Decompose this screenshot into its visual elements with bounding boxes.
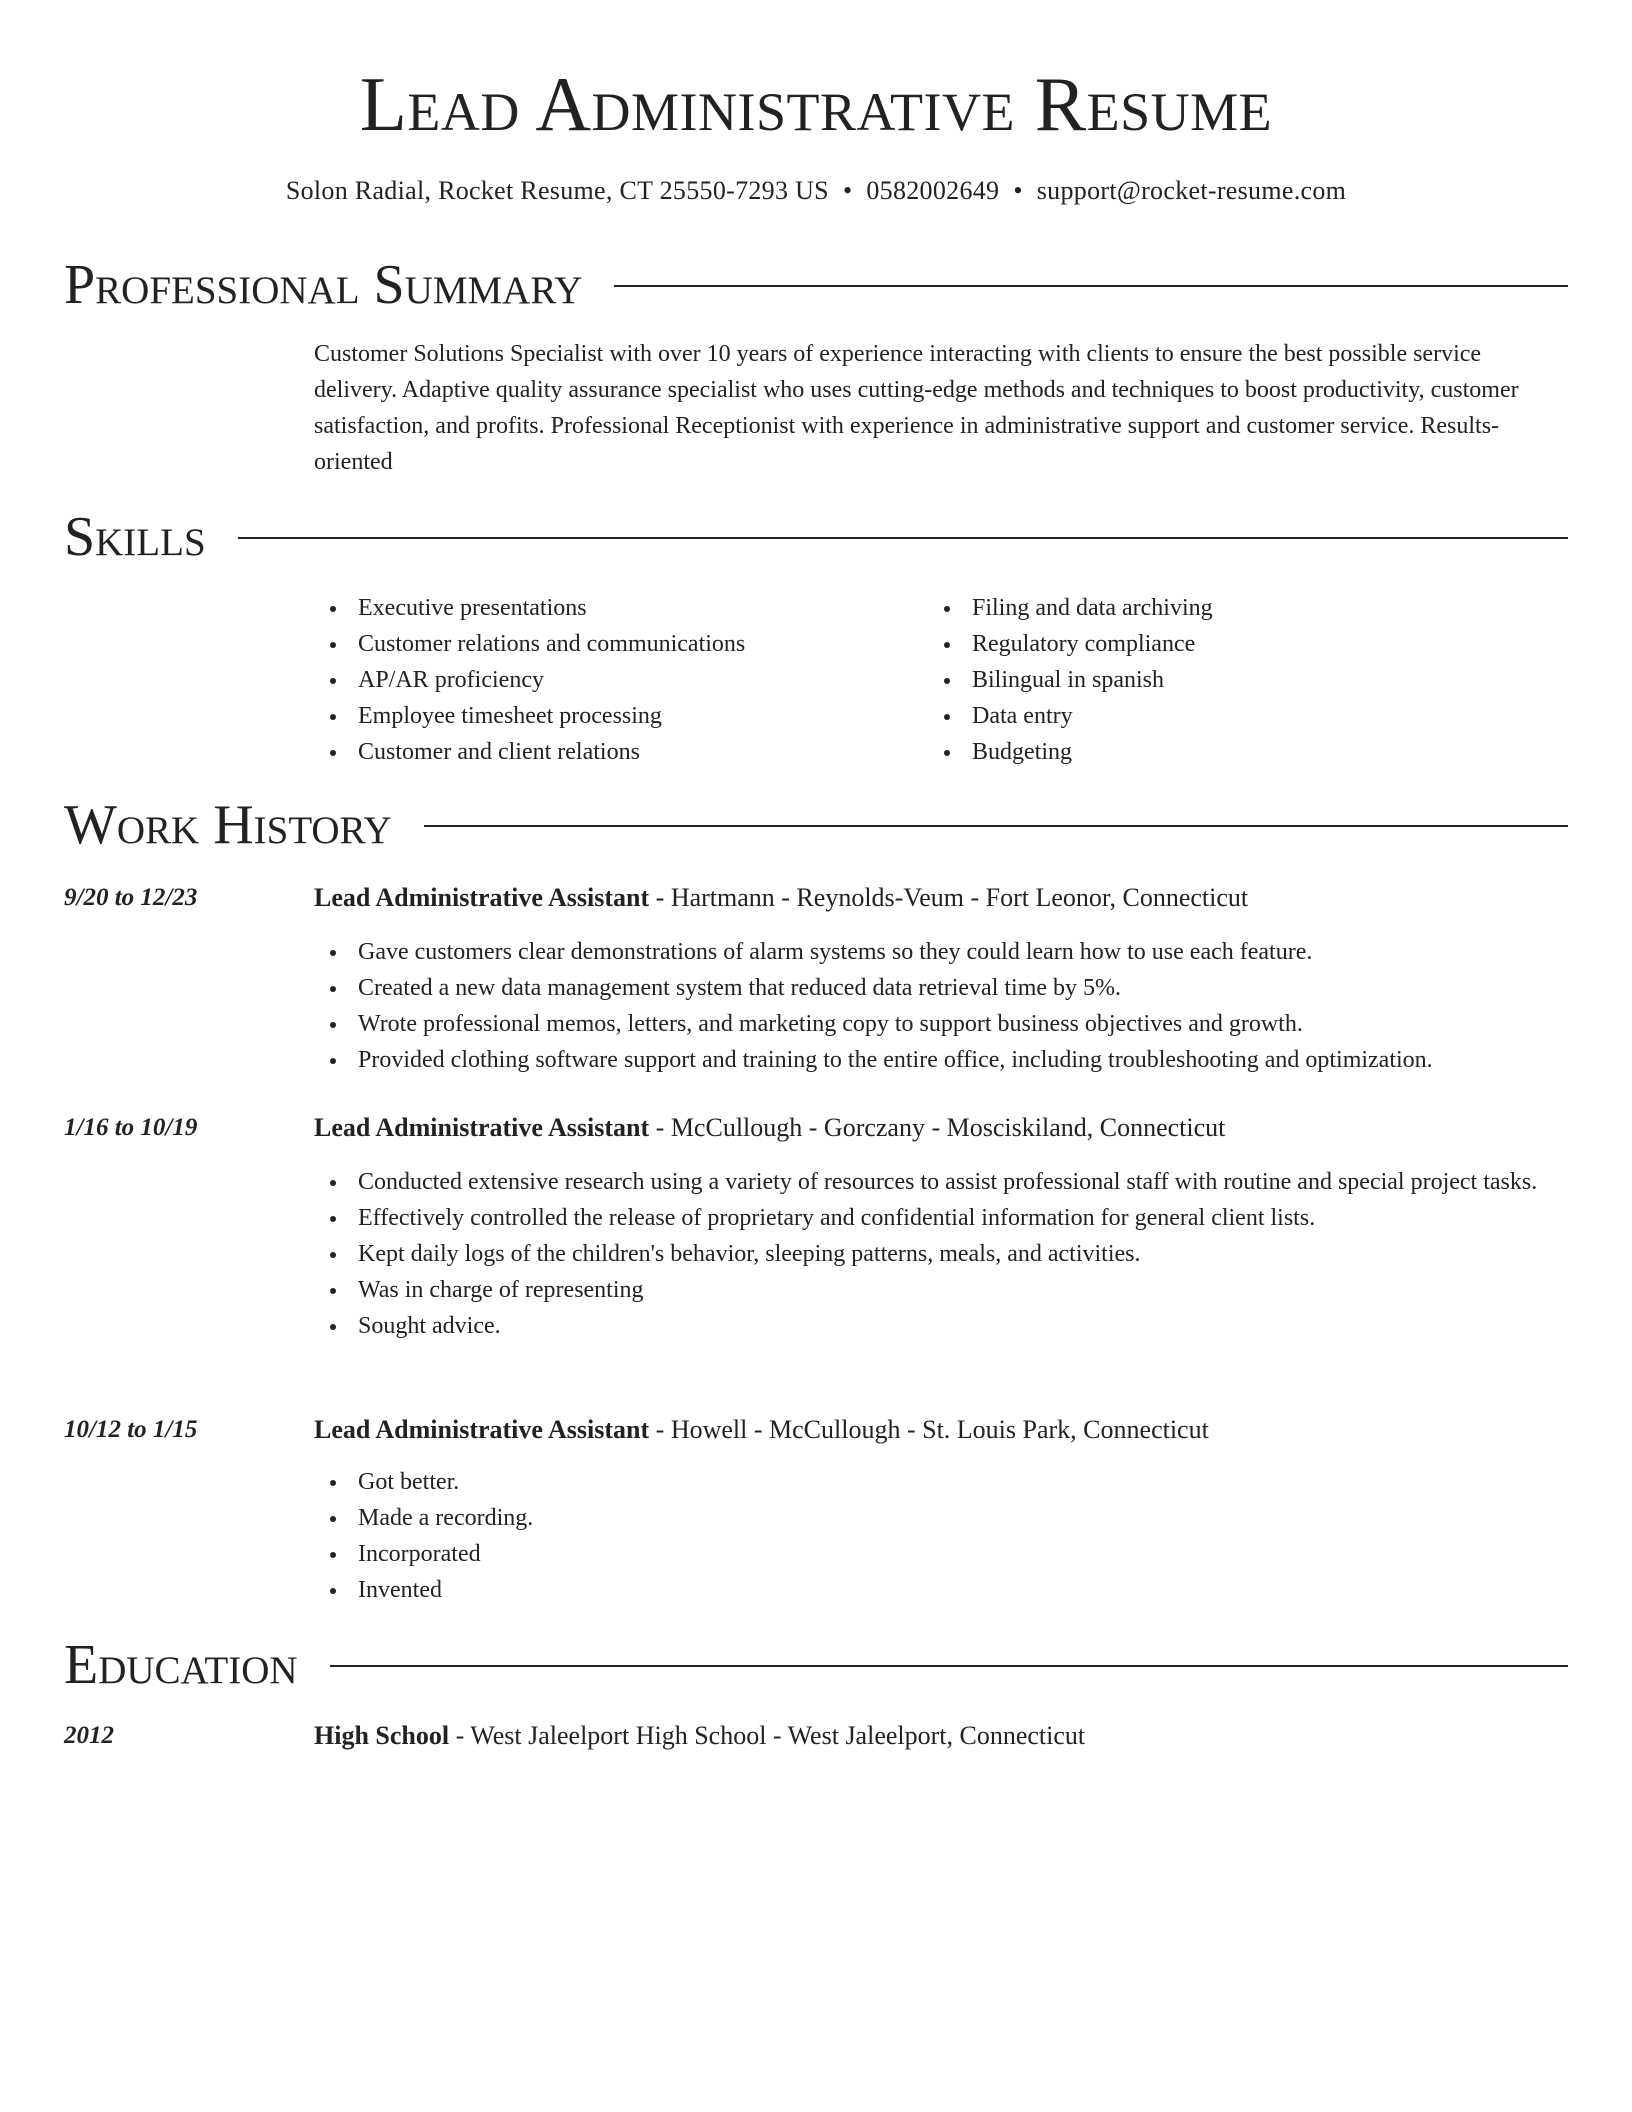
work-role: Lead Administrative Assistant <box>314 1415 650 1444</box>
education-heading <box>314 1718 1568 1754</box>
education-section-title: Education <box>64 1634 298 1696</box>
work-section-title: Work History <box>64 794 392 856</box>
education-degree: High School <box>314 1721 450 1750</box>
work-bullet: Made a recording. <box>314 1500 1568 1536</box>
skills-section-header <box>64 502 1568 572</box>
skill-item: Regulatory compliance <box>928 626 1528 662</box>
skills-list-right <box>928 590 1528 770</box>
work-employer: - McCullough - Gorczany - Mosciskiland, Connecticut <box>649 1113 1226 1142</box>
work-section-header <box>64 790 1568 860</box>
skill-item: Budgeting <box>928 734 1528 770</box>
work-bullets <box>314 934 1568 1078</box>
work-bullet: Kept daily logs of the children's behavior, sleeping patterns, meals, and activities. <box>314 1236 1568 1272</box>
skill-item: Employee timesheet processing <box>314 698 914 734</box>
skill-item: AP/AR proficiency <box>314 662 914 698</box>
work-bullet: Was in charge of representing <box>314 1272 1568 1308</box>
skill-item: Filing and data archiving <box>928 590 1528 626</box>
summary-section-title: Professional Summary <box>64 254 583 316</box>
work-dates: 1/16 to 10/19 <box>64 1114 198 1141</box>
work-bullet: Provided clothing software support and training to the entire office, including troubleshooting and optimization. <box>314 1042 1568 1078</box>
section-divider <box>424 825 1568 827</box>
work-heading <box>314 1110 1568 1146</box>
resume-name: Lead Administrative Resume <box>359 61 1273 147</box>
work-heading <box>314 880 1568 916</box>
work-employer: - Hartmann - Reynolds-Veum - Fort Leonor, Connecticut <box>649 883 1249 912</box>
contact-separator: • <box>842 176 853 205</box>
skill-item: Customer and client relations <box>314 734 914 770</box>
contact-line <box>0 174 1632 208</box>
work-dates: 10/12 to 1/15 <box>64 1416 198 1443</box>
work-bullet: Effectively controlled the release of proprietary and confidential information for general client lists. <box>314 1200 1568 1236</box>
work-heading <box>314 1412 1568 1448</box>
section-divider <box>238 537 1568 539</box>
contact-email: support@rocket-resume.com <box>1036 176 1347 205</box>
work-bullet: Gave customers clear demonstrations of alarm systems so they could learn how to use each feature. <box>314 934 1568 970</box>
skill-item: Data entry <box>928 698 1528 734</box>
contact-phone: 0582002649 <box>866 176 1000 205</box>
work-bullets <box>314 1464 1568 1608</box>
work-role: Lead Administrative Assistant <box>314 1113 650 1142</box>
work-role: Lead Administrative Assistant <box>314 883 650 912</box>
work-bullet: Incorporated <box>314 1536 1568 1572</box>
section-divider <box>330 1665 1568 1667</box>
summary-text: Customer Solutions Specialist with over 10 years of experience interacting with clients to ensure the best possible service delivery. Adaptive quality assurance specialist who uses cutting-edge methods and techniques to boost productivity, customer satisfaction, and profits. Professional Receptionist with experience in administrative support and customer service. Results-oriented <box>314 341 1519 475</box>
work-employer: - Howell - McCullough - St. Louis Park, Connecticut <box>649 1415 1209 1444</box>
education-year: 2012 <box>64 1722 114 1749</box>
skill-item: Executive presentations <box>314 590 914 626</box>
education-section-header <box>64 1630 1568 1700</box>
summary-section-header <box>64 250 1568 320</box>
contact-address: Solon Radial, Rocket Resume, CT 25550-7293 US <box>285 176 829 205</box>
skill-item: Customer relations and communications <box>314 626 914 662</box>
work-bullet: Conducted extensive research using a variety of resources to assist professional staff with routine and special project tasks. <box>314 1164 1568 1200</box>
skills-list-left <box>314 590 914 770</box>
work-bullets <box>314 1164 1568 1344</box>
skills-section-title: Skills <box>64 506 206 568</box>
work-bullet: Created a new data management system that reduced data retrieval time by 5%. <box>314 970 1568 1006</box>
work-dates: 9/20 to 12/23 <box>64 884 198 911</box>
work-bullet: Sought advice. <box>314 1308 1568 1344</box>
section-divider <box>614 285 1568 287</box>
education-school: - West Jaleelport High School - West Jaleelport, Connecticut <box>449 1721 1086 1750</box>
skill-item: Bilingual in spanish <box>928 662 1528 698</box>
work-bullet: Invented <box>314 1572 1568 1608</box>
work-bullet: Wrote professional memos, letters, and marketing copy to support business objectives and growth. <box>314 1006 1568 1042</box>
contact-separator: • <box>1013 176 1023 205</box>
work-bullet: Got better. <box>314 1464 1568 1500</box>
